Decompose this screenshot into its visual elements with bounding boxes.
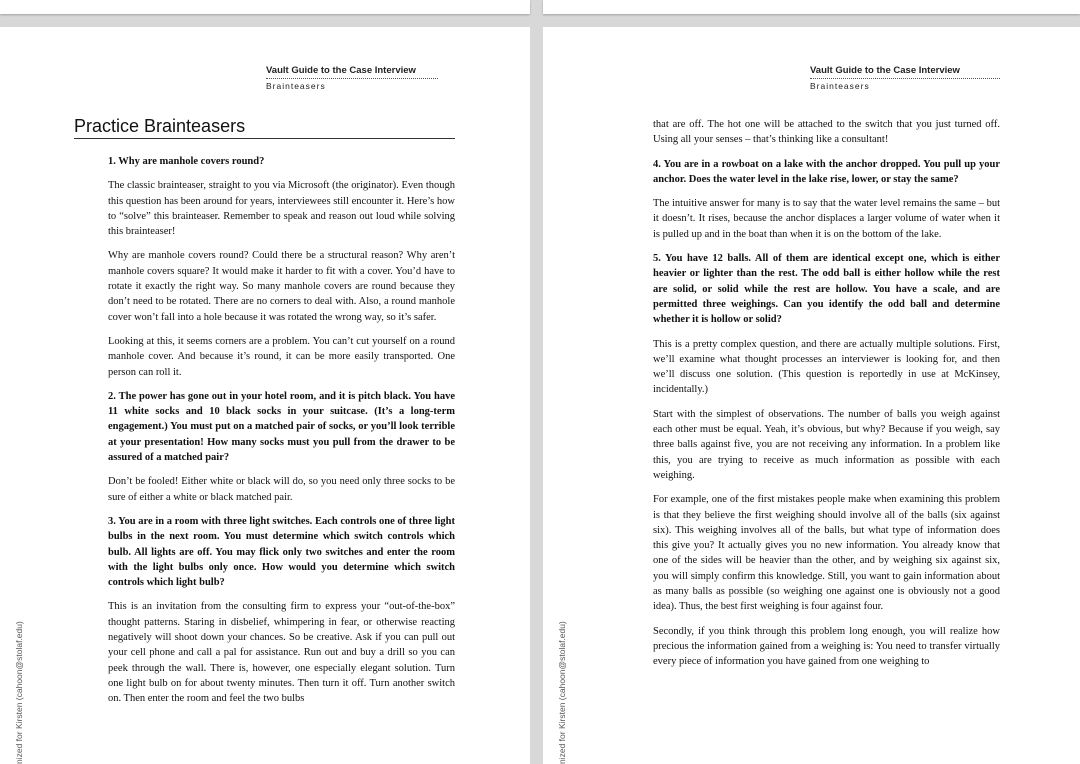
page-title: Practice Brainteasers xyxy=(74,116,246,136)
left-text-column xyxy=(108,154,455,716)
header-subtitle: Brainteasers xyxy=(810,81,870,91)
license-watermark: nized for Kirsten (cahoon@stolaf.edu) xyxy=(557,621,567,764)
question-paragraph: 4. You are in a rowboat on a lake with the anchor dropped. You pull up your anchor. Does the water level in the lake rise, lower, or stay the same? xyxy=(653,158,1000,185)
page-header xyxy=(810,65,1000,91)
body-paragraph: Why are manhole covers round? Could there be a structural reason? Why aren’t manhole covers square? It would make it harder to fit with a cover. You’d have to rotate it exactly the right way. So many manhole covers are round because they don’t need to be rotated. There are no corners to deal with. Also, a round manhole cover won’t fall into a hole because it was rotated the wrong way, so it’s safer. xyxy=(108,250,455,323)
body-paragraph: The intuitive answer for many is to say that the water level remains the same – but it doesn’t. It rises, because the anchor displaces a larger volume of water when it is pulled up and in the boat than when it is on the bottom of the lake. xyxy=(653,198,1000,240)
question-paragraph: 2. The power has gone out in your hotel room, and it is pitch black. You have 11 white socks and 10 black socks in your suitcase. (It’s a long-term engagement.) You must put on a matched pair of socks, or you’ll look terrible at your presentation! How many socks must you pull from the drawer to be assured of a matched pair? xyxy=(108,390,455,464)
body-paragraph: For example, one of the first mistakes people make when examining this problem is that they believe the first weighing should involve all of the balls (six against six). This weighing involves all of the balls, but what type of information does this give you? It actually gives you no new information. You already know that one of the sides will be heavier than the other, and by weighing six against six, you will simply confirm this knowledge. Still, you want to gain information about as many balls as possible (so weighing one against one is obviously not a good idea). Thus, the best first weighing is four against four. xyxy=(653,494,1000,613)
body-paragraph: Start with the simplest of observations. The number of balls you weigh against each other must be equal. Yeah, it’s obvious, but why? Because if you weigh, say three balls against five, you are not receiving any information. In a problem like this, you are trying to receive as much information as possible with each weighing. xyxy=(653,408,1000,481)
header-title: Vault Guide to the Case Interview xyxy=(266,65,438,79)
body-paragraph: The classic brainteaser, straight to you via Microsoft (the originator). Even though this question has been around for years, interviewees still encounter it. Here’s how to “solve” this brainteaser. Remember to speak and reason out loud while solving this brainteaser! xyxy=(108,180,455,238)
body-paragraph: that are off. The hot one will be attached to the switch that you just turned off. Using all your senses – that’s thinking like a consultant! xyxy=(653,119,1000,146)
license-watermark: nized for Kirsten (cahoon@stolaf.edu) xyxy=(14,621,24,764)
body-paragraph: Secondly, if you think through this problem long enough, you will realize how precious the information gained from a weighing is: You need to transfer virtually every piece of information you have gained from one weighing to xyxy=(653,625,1000,668)
title-rule xyxy=(74,138,455,139)
question-paragraph: 1. Why are manhole covers round? xyxy=(108,156,265,167)
header-title: Vault Guide to the Case Interview xyxy=(810,65,1000,79)
right-page xyxy=(543,27,1080,764)
body-paragraph: This is an invitation from the consulting firm to express your “out-of-the-box” thought patterns. Staring in disbelief, whimpering in fear, or otherwise reacting negatively will shoot down your chances. So be creative. Ask if you can pull out your cell phone and call a pal for assistance. Run out and buy a drill so you can peek through the wall. There is, however, one especially elegant solution. Turn one light bulb on for about twenty minutes. Then turn it off. Turn another switch on. Then enter the room and feel the two bulbs xyxy=(108,601,455,705)
previous-page-right-stub xyxy=(543,0,1080,14)
body-paragraph: Looking at this, it seems corners are a problem. You can’t cut yourself on a round manhole cover. And because it’s round, it can be more easily transported. One person can roll it. xyxy=(108,335,455,378)
right-text-column xyxy=(653,117,1000,679)
body-paragraph: This is a pretty complex question, and there are actually multiple solutions. First, we’ll examine what thought processes an interviewer is looking for, and then we’ll discuss one solution. (This question is reportedly in use at McKinsey, incidentally.) xyxy=(653,338,1000,396)
left-page xyxy=(0,27,530,764)
body-paragraph: Don’t be fooled! Either white or black will do, so you need only three socks to be sure of either a white or black matched pair. xyxy=(108,476,455,503)
previous-page-left-stub xyxy=(0,0,530,14)
page-header xyxy=(266,65,438,91)
question-paragraph: 5. You have 12 balls. All of them are identical except one, which is either heavier or lighter than the rest. The odd ball is either hollow while the rest are solid, or solid while the rest are hollow. You have a scale, and are permitted three weighings. Can you identify the odd ball and determine whether it is hollow or solid? xyxy=(653,253,1000,326)
question-paragraph: 3. You are in a room with three light switches. Each controls one of three light bulbs in the next room. You must determine which switch controls which bulb. All lights are off. You may flick only two switches and enter the room with the light bulbs only once. How would you determine which switch controls which light bulb? xyxy=(108,515,455,589)
header-subtitle: Brainteasers xyxy=(266,81,326,91)
